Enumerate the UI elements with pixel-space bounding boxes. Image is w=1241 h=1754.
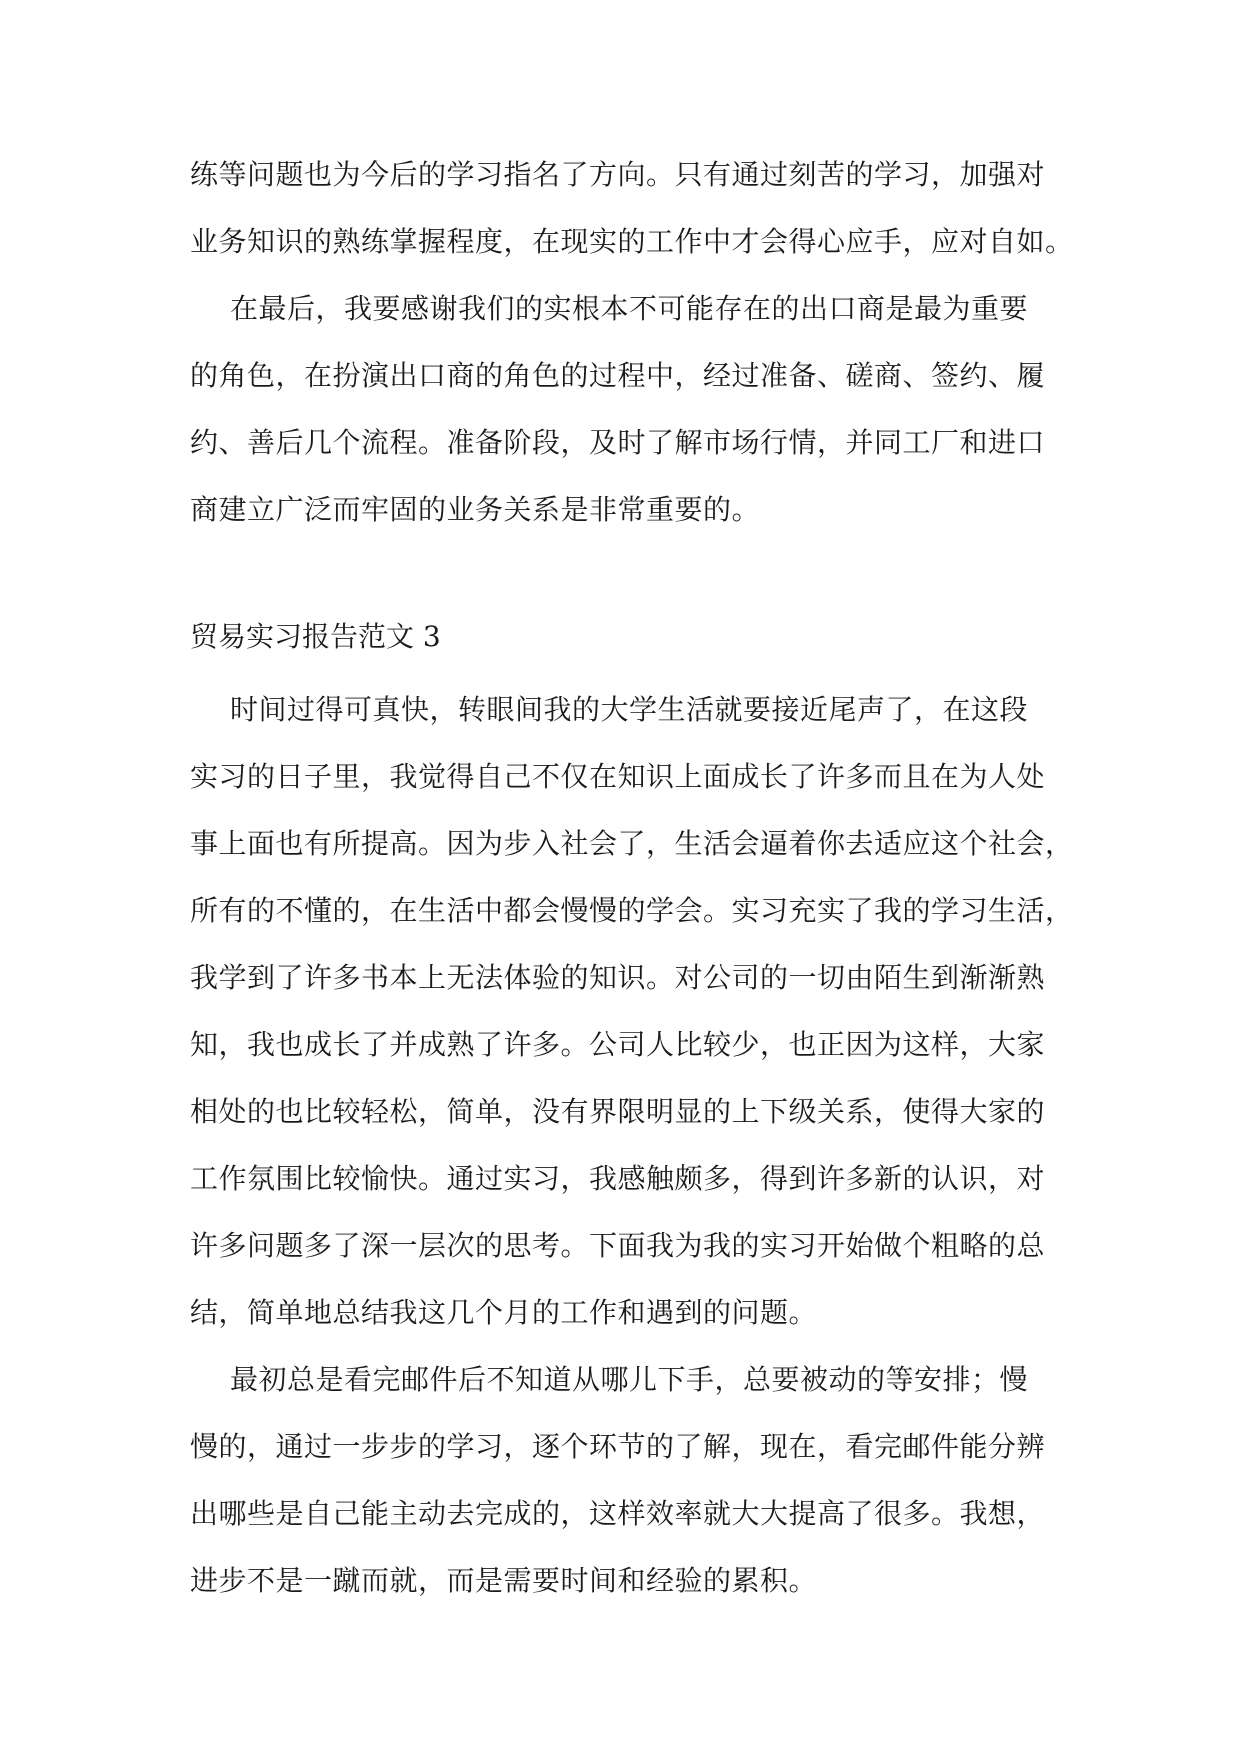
text-line: 商建立广泛而牢固的业务关系是非常重要的。 xyxy=(190,493,761,526)
section-title: 贸易实习报告范文 3 xyxy=(190,620,441,653)
text-line: 所有的不懂的，在生活中都会慢慢的学会。实习充实了我的学习生活， xyxy=(190,894,1074,927)
text-line: 事上面也有所提高。因为步入社会了，生活会逼着你去适应这个社会， xyxy=(190,827,1074,860)
text-line: 实习的日子里，我觉得自己不仅在知识上面成长了许多而且在为人处 xyxy=(190,760,1046,793)
paragraph-block-1 xyxy=(190,141,1074,543)
text-line: 最初总是看完邮件后不知道从哪儿下手，总要被动的等安排；慢 xyxy=(230,1363,1029,1396)
text-line: 进步不是一蹴而就，而是需要时间和经验的累积。 xyxy=(190,1564,818,1597)
text-line: 的角色，在扮演出口商的角色的过程中，经过准备、磋商、签约、履 xyxy=(190,359,1046,392)
text-line: 在最后，我要感谢我们的实根本不可能存在的出口商是最为重要 xyxy=(230,292,1029,325)
text-line: 出哪些是自己能主动去完成的，这样效率就大大提高了很多。我想， xyxy=(190,1497,1046,1530)
text-line: 工作氛围比较愉快。通过实习，我感触颇多，得到许多新的认识，对 xyxy=(190,1162,1046,1195)
text-line: 结，简单地总结我这几个月的工作和遇到的问题。 xyxy=(190,1296,818,1329)
text-line: 约、善后几个流程。准备阶段，及时了解市场行情，并同工厂和进口 xyxy=(190,426,1046,459)
text-line: 许多问题多了深一层次的思考。下面我为我的实习开始做个粗略的总 xyxy=(190,1229,1046,1262)
text-line: 我学到了许多书本上无法体验的知识。对公司的一切由陌生到渐渐熟 xyxy=(190,961,1046,994)
text-line: 时间过得可真快，转眼间我的大学生活就要接近尾声了，在这段 xyxy=(230,693,1029,726)
text-line: 慢的，通过一步步的学习，逐个环节的了解，现在，看完邮件能分辨 xyxy=(190,1430,1046,1463)
text-line: 知，我也成长了并成熟了许多。公司人比较少，也正因为这样，大家 xyxy=(190,1028,1046,1061)
text-line: 相处的也比较轻松，简单，没有界限明显的上下级关系，使得大家的 xyxy=(190,1095,1046,1128)
text-line: 练等问题也为今后的学习指名了方向。只有通过刻苦的学习，加强对 xyxy=(190,158,1046,191)
text-line: 业务知识的熟练掌握程度，在现实的工作中才会得心应手，应对自如。 xyxy=(190,225,1074,258)
paragraph-block-2 xyxy=(190,676,1074,1614)
